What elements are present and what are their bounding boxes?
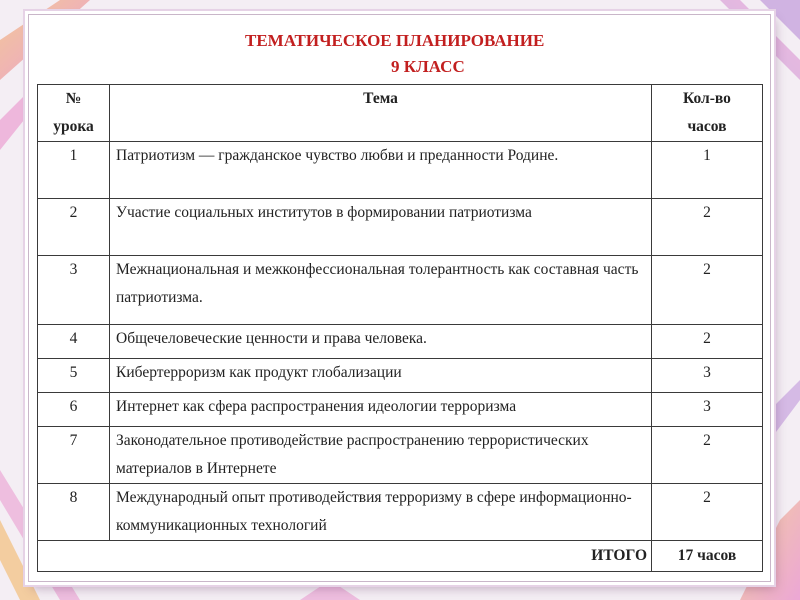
table-header-row: [38, 85, 763, 142]
cell-topic: Участие социальных институтов в формировании патриотизма: [110, 199, 652, 256]
cell-topic: Межнациональная и межконфессиональная толерантность как составная часть патриотизма.: [110, 256, 652, 325]
col-header-number: № урока: [38, 85, 110, 142]
cell-topic: Законодательное противодействие распространению террористических материалов в Интернете: [110, 427, 652, 484]
table-row: [38, 484, 763, 541]
cell-number: 8: [38, 484, 110, 541]
cell-topic: Интернет как сфера распространения идеологии терроризма: [110, 393, 652, 427]
cell-number: 4: [38, 325, 110, 359]
cell-hours: 2: [652, 256, 763, 325]
cell-topic: Кибертерроризм как продукт глобализации: [110, 359, 652, 393]
cell-topic: Общечеловеческие ценности и права человека.: [110, 325, 652, 359]
cell-hours: 1: [652, 142, 763, 199]
table-row: [38, 359, 763, 393]
cell-hours: 3: [652, 393, 763, 427]
page-title: ТЕМАТИЧЕСКОЕ ПЛАНИРОВАНИЕ: [245, 31, 545, 50]
planning-table: [37, 84, 763, 572]
table-row: [38, 427, 763, 484]
cell-hours: 2: [652, 427, 763, 484]
cell-number: 1: [38, 142, 110, 199]
cell-number: 5: [38, 359, 110, 393]
cell-number: 2: [38, 199, 110, 256]
col-header-topic: Тема: [110, 85, 652, 142]
cell-number: 7: [38, 427, 110, 484]
table-row: [38, 199, 763, 256]
page-subtitle: 9 КЛАСС: [391, 57, 465, 76]
cell-hours: 3: [652, 359, 763, 393]
cell-topic: Международный опыт противодействия терроризму в сфере информационно- коммуникационных технологий: [110, 484, 652, 541]
total-label: ИТОГО: [38, 541, 652, 572]
cell-topic: Патриотизм — гражданское чувство любви и преданности Родине.: [110, 142, 652, 199]
table-row: [38, 393, 763, 427]
cell-number: 6: [38, 393, 110, 427]
cell-number: 3: [38, 256, 110, 325]
cell-hours: 2: [652, 484, 763, 541]
col-header-hours: Кол-во часов: [652, 85, 763, 142]
table-row: [38, 256, 763, 325]
total-value: 17 часов: [652, 541, 763, 572]
planning-card: [28, 14, 771, 582]
table-row: [38, 142, 763, 199]
total-row: [38, 541, 763, 572]
cell-hours: 2: [652, 199, 763, 256]
cell-hours: 2: [652, 325, 763, 359]
table-row: [38, 325, 763, 359]
